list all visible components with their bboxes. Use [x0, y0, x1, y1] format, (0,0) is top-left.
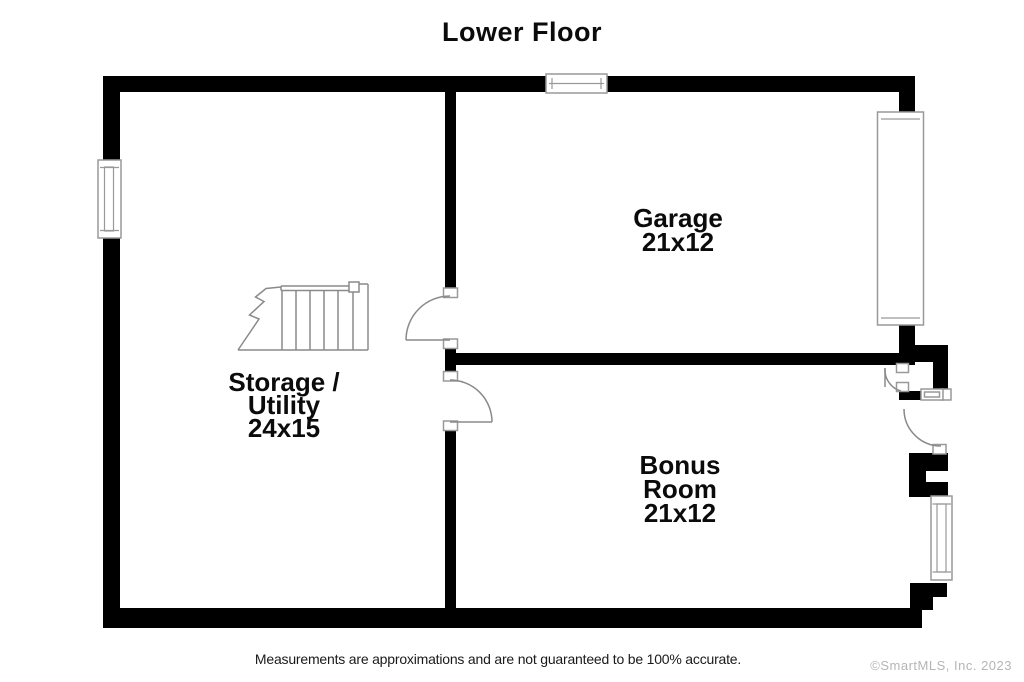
room-name: Utility: [247, 390, 321, 420]
wall-garage-right-upper: [899, 92, 915, 113]
window-top-icon: [546, 74, 607, 93]
wall-alcove-top: [913, 345, 948, 362]
room-label-garage: [578, 203, 778, 257]
wall-top-left-segment: [103, 76, 546, 92]
wall-center-mid: [445, 348, 456, 372]
door-symbols: [406, 296, 943, 446]
wall-top-right-segment: [607, 76, 915, 92]
door-swing-arc-icon: [450, 380, 492, 422]
door-jambs: [444, 288, 952, 454]
stairs-treads: [282, 291, 353, 351]
wall-below-entry-door: [899, 391, 923, 400]
exterior-walls: [103, 76, 948, 628]
room-name: Garage: [633, 203, 723, 233]
garage-door-icon: [878, 112, 924, 325]
window-frame: [98, 160, 121, 238]
door-storage-to-bonus: [450, 380, 492, 422]
wall-right-step-upper: [909, 453, 948, 471]
watermark-text: ©SmartMLS, Inc. 2023: [870, 658, 1012, 673]
disclaimer-text: Measurements are approximations and are not guaranteed to be 100% accurate.: [254, 651, 742, 667]
window-frame: [931, 496, 952, 580]
room-dimensions: 21x12: [643, 498, 717, 528]
wall-left-lower: [103, 237, 120, 628]
window-left-icon: [98, 160, 121, 238]
wall-center-lower: [445, 430, 456, 610]
wall-bottom: [103, 608, 922, 628]
room-name: Room: [643, 474, 717, 504]
garage-door-panel: [878, 112, 924, 325]
wall-center-upper: [445, 92, 456, 288]
wall-right-step-mid: [909, 471, 926, 482]
wall-garage-bonus-divider: [456, 353, 915, 365]
door-storage-to-garage: [406, 296, 450, 340]
wall-alcove-right: [933, 362, 948, 391]
room-dimensions: 24x15: [247, 413, 321, 443]
door-swing-arc-icon: [904, 409, 941, 446]
window-right-icon: [931, 496, 952, 580]
wall-bottom-right-step: [910, 583, 933, 610]
room-name: Bonus: [639, 450, 721, 480]
jamb: [897, 364, 909, 373]
interior-walls: [445, 92, 915, 610]
stairs-newel-post: [349, 282, 359, 292]
page-title: Lower Floor: [442, 17, 602, 47]
stairs-break-line: [238, 287, 281, 350]
room-dimensions: 21x12: [641, 227, 715, 257]
wall-right-step-lower: [909, 482, 948, 497]
wall-left-upper: [103, 76, 120, 161]
room-label-storage-utility: [184, 367, 384, 443]
staircase-icon: [238, 282, 368, 350]
room-name: Storage /: [228, 367, 340, 397]
room-label-bonus-room: [580, 450, 780, 528]
door-swing-arc-icon: [406, 296, 450, 340]
